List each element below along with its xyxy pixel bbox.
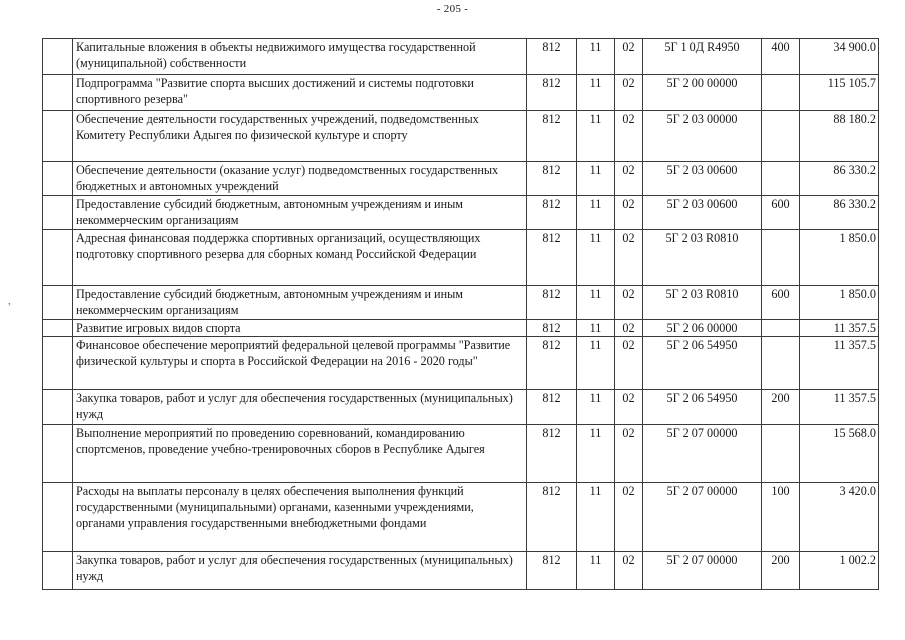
cell-section: 11 (577, 196, 615, 230)
cell-item-name: Предоставление субсидий бюджетным, автономным учреждениям и иным некоммерческим организациям (73, 196, 527, 230)
cell-expense-type (762, 337, 800, 390)
cell-blank (43, 196, 73, 230)
cell-subsection: 02 (615, 390, 643, 425)
cell-blank (43, 552, 73, 590)
table-row (43, 75, 879, 111)
cell-subsection: 02 (615, 425, 643, 483)
cell-expense-type: 600 (762, 196, 800, 230)
cell-subsection: 02 (615, 111, 643, 162)
cell-grbs: 812 (527, 111, 577, 162)
cell-amount: 1 002.2 (800, 552, 879, 590)
cell-amount: 1 850.0 (800, 230, 879, 286)
cell-subsection: 02 (615, 162, 643, 196)
cell-subsection: 02 (615, 552, 643, 590)
cell-section: 11 (577, 162, 615, 196)
cell-blank (43, 39, 73, 75)
cell-section: 11 (577, 337, 615, 390)
cell-blank (43, 337, 73, 390)
cell-target-article: 5Г 2 07 00000 (643, 425, 762, 483)
cell-target-article: 5Г 2 03 R0810 (643, 230, 762, 286)
table-row (43, 111, 879, 162)
cell-blank (43, 390, 73, 425)
cell-section: 11 (577, 230, 615, 286)
cell-subsection: 02 (615, 483, 643, 552)
cell-target-article: 5Г 2 03 00600 (643, 196, 762, 230)
cell-section: 11 (577, 39, 615, 75)
cell-amount: 86 330.2 (800, 162, 879, 196)
cell-section: 11 (577, 320, 615, 337)
cell-blank (43, 425, 73, 483)
cell-amount: 88 180.2 (800, 111, 879, 162)
budget-table (42, 38, 879, 590)
cell-expense-type: 100 (762, 483, 800, 552)
cell-amount: 34 900.0 (800, 39, 879, 75)
cell-amount: 11 357.5 (800, 320, 879, 337)
margin-mark: , (8, 296, 11, 307)
cell-item-name: Закупка товаров, работ и услуг для обеспечения государственных (муниципальных) нужд (73, 552, 527, 590)
cell-expense-type (762, 162, 800, 196)
table-row (43, 286, 879, 320)
cell-amount: 15 568.0 (800, 425, 879, 483)
cell-grbs: 812 (527, 320, 577, 337)
table-row (43, 390, 879, 425)
cell-amount: 86 330.2 (800, 196, 879, 230)
cell-item-name: Подпрограмма "Развитие спорта высших достижений и системы подготовки спортивного резерва" (73, 75, 527, 111)
cell-item-name: Финансовое обеспечение мероприятий федеральной целевой программы "Развитие физической культуры и спорта в Российской Федерации на 2016 - 2020 годы" (73, 337, 527, 390)
cell-item-name: Расходы на выплаты персоналу в целях обеспечения выполнения функций государственными (муниципальными) органами, казенными учреждениями, органами управления государственными внебюджетными фондами (73, 483, 527, 552)
cell-amount: 1 850.0 (800, 286, 879, 320)
cell-item-name: Выполнение мероприятий по проведению соревнований, командированию спортсменов, проведение учебно-тренировочных сборов в Республике Адыгея (73, 425, 527, 483)
cell-item-name: Капитальные вложения в объекты недвижимого имущества государственной (муниципальной) собственности (73, 39, 527, 75)
cell-subsection: 02 (615, 286, 643, 320)
table-row (43, 230, 879, 286)
cell-expense-type (762, 230, 800, 286)
cell-section: 11 (577, 111, 615, 162)
cell-blank (43, 320, 73, 337)
cell-target-article: 5Г 2 07 00000 (643, 552, 762, 590)
page-number: - 205 - (436, 3, 469, 15)
cell-expense-type: 400 (762, 39, 800, 75)
cell-expense-type (762, 111, 800, 162)
cell-section: 11 (577, 390, 615, 425)
cell-item-name: Закупка товаров, работ и услуг для обеспечения государственных (муниципальных) нужд (73, 390, 527, 425)
cell-grbs: 812 (527, 390, 577, 425)
cell-item-name: Адресная финансовая поддержка спортивных организаций, осуществляющих подготовку спортивного резерва для сборных команд Российской Федерации (73, 230, 527, 286)
cell-item-name: Предоставление субсидий бюджетным, автономным учреждениям и иным некоммерческим организациям (73, 286, 527, 320)
cell-expense-type (762, 75, 800, 111)
cell-blank (43, 286, 73, 320)
table-row (43, 320, 879, 337)
cell-amount: 3 420.0 (800, 483, 879, 552)
cell-grbs: 812 (527, 162, 577, 196)
table-row (43, 425, 879, 483)
cell-grbs: 812 (527, 196, 577, 230)
cell-target-article: 5Г 2 03 R0810 (643, 286, 762, 320)
cell-section: 11 (577, 552, 615, 590)
cell-expense-type (762, 320, 800, 337)
cell-amount: 115 105.7 (800, 75, 879, 111)
cell-target-article: 5Г 2 03 00600 (643, 162, 762, 196)
cell-subsection: 02 (615, 75, 643, 111)
cell-subsection: 02 (615, 320, 643, 337)
cell-grbs: 812 (527, 286, 577, 320)
table-row (43, 162, 879, 196)
cell-grbs: 812 (527, 230, 577, 286)
cell-target-article: 5Г 2 07 00000 (643, 483, 762, 552)
cell-subsection: 02 (615, 39, 643, 75)
cell-target-article: 5Г 2 03 00000 (643, 111, 762, 162)
cell-item-name: Обеспечение деятельности (оказание услуг) подведомственных государственных бюджетных и автономных учреждений (73, 162, 527, 196)
cell-target-article: 5Г 2 00 00000 (643, 75, 762, 111)
cell-section: 11 (577, 425, 615, 483)
cell-grbs: 812 (527, 39, 577, 75)
cell-item-name: Обеспечение деятельности государственных учреждений, подведомственных Комитету Республики Адыгея по физической культуре и спорту (73, 111, 527, 162)
table-row (43, 337, 879, 390)
table-row (43, 552, 879, 590)
cell-expense-type: 200 (762, 390, 800, 425)
cell-blank (43, 75, 73, 111)
cell-subsection: 02 (615, 196, 643, 230)
cell-section: 11 (577, 75, 615, 111)
cell-expense-type: 200 (762, 552, 800, 590)
cell-expense-type: 600 (762, 286, 800, 320)
cell-expense-type (762, 425, 800, 483)
cell-subsection: 02 (615, 337, 643, 390)
cell-blank (43, 111, 73, 162)
cell-target-article: 5Г 2 06 00000 (643, 320, 762, 337)
cell-item-name: Развитие игровых видов спорта (73, 320, 527, 337)
cell-section: 11 (577, 483, 615, 552)
cell-blank (43, 230, 73, 286)
table-row (43, 196, 879, 230)
cell-amount: 11 357.5 (800, 337, 879, 390)
cell-amount: 11 357.5 (800, 390, 879, 425)
cell-grbs: 812 (527, 337, 577, 390)
cell-target-article: 5Г 2 06 54950 (643, 337, 762, 390)
cell-section: 11 (577, 286, 615, 320)
cell-grbs: 812 (527, 425, 577, 483)
cell-blank (43, 162, 73, 196)
cell-target-article: 5Г 2 06 54950 (643, 390, 762, 425)
cell-grbs: 812 (527, 552, 577, 590)
table-row (43, 39, 879, 75)
cell-target-article: 5Г 1 0Д R4950 (643, 39, 762, 75)
cell-grbs: 812 (527, 483, 577, 552)
cell-grbs: 812 (527, 75, 577, 111)
cell-blank (43, 483, 73, 552)
table-row (43, 483, 879, 552)
cell-subsection: 02 (615, 230, 643, 286)
